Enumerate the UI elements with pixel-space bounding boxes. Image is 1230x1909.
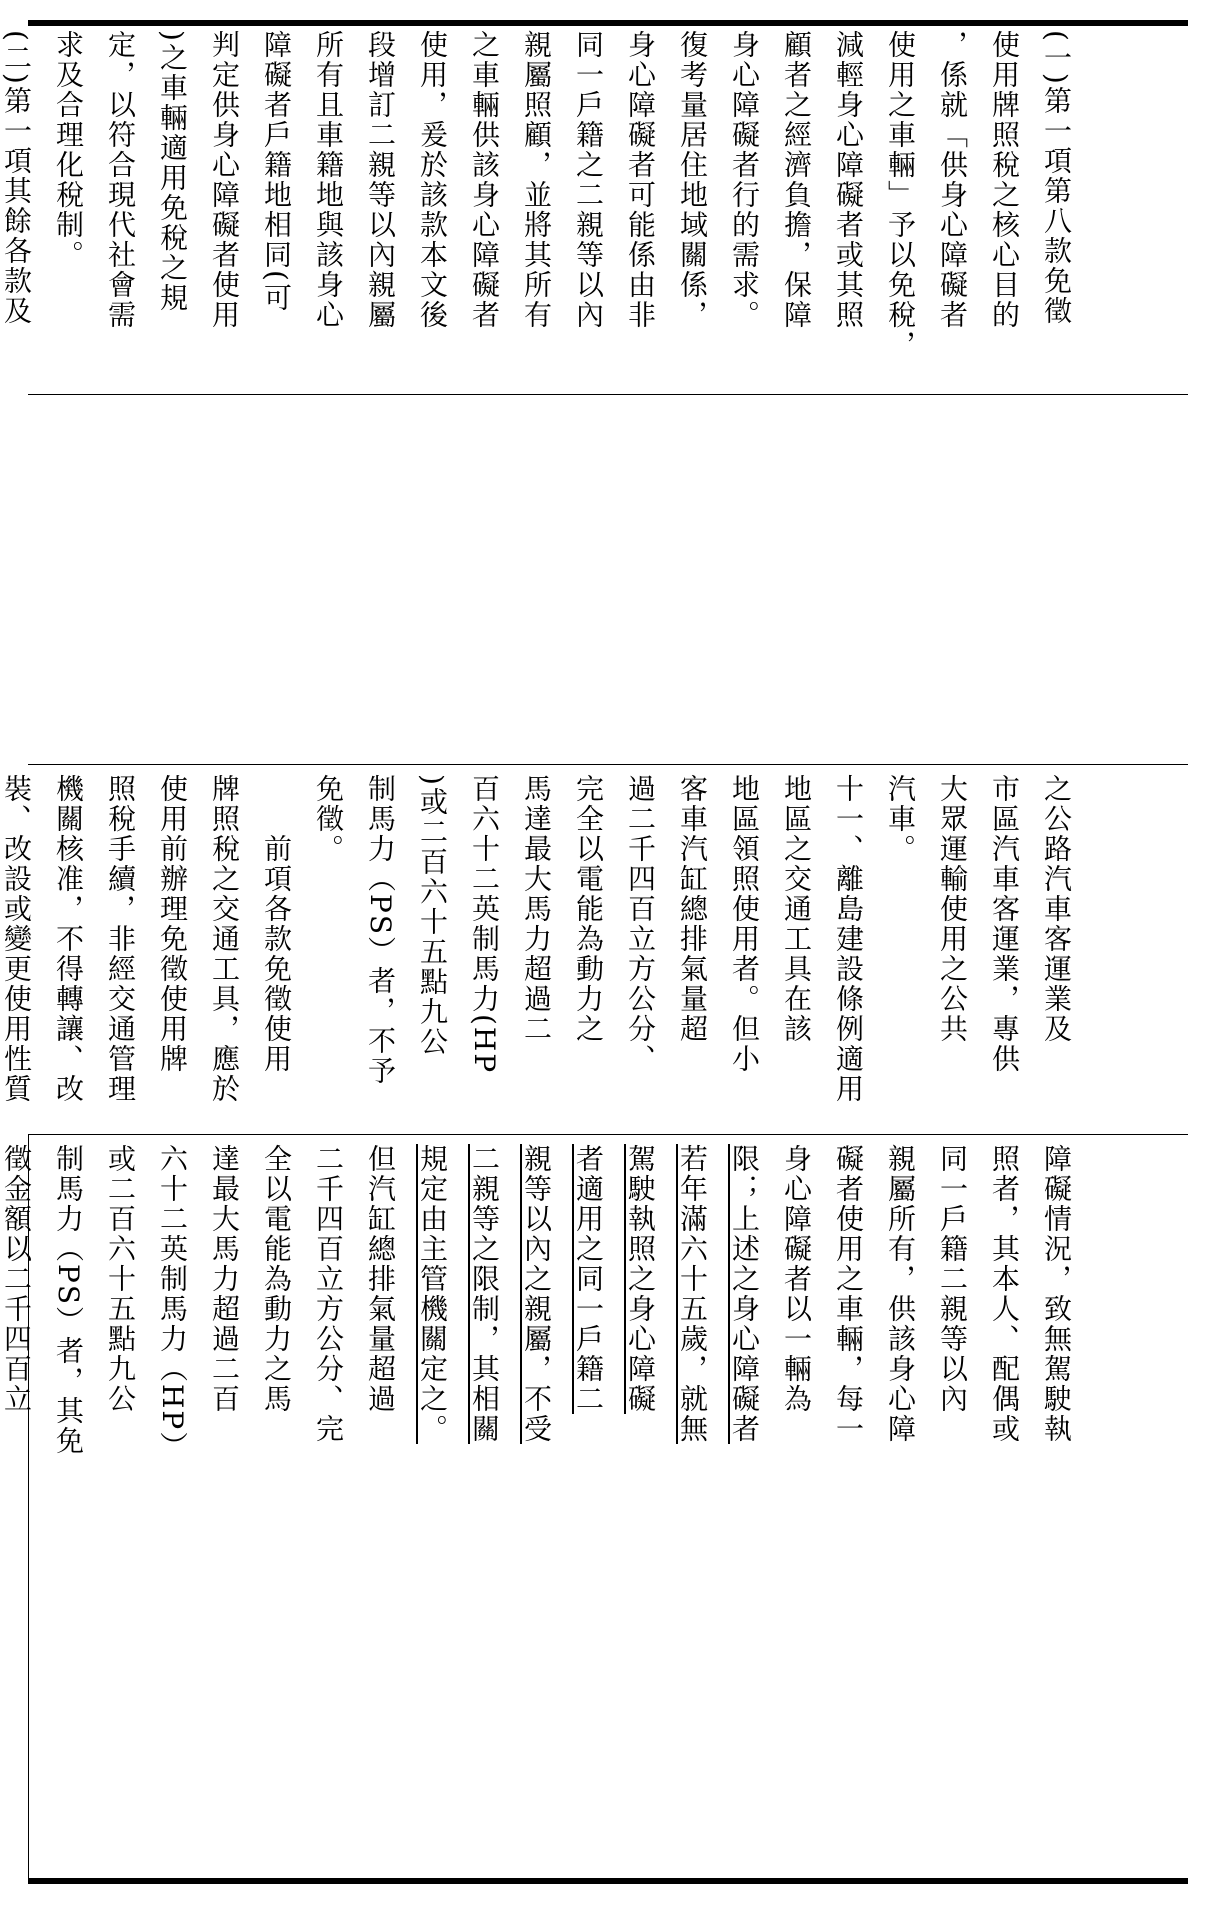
bottom-right-law-text-cell <box>0 1144 1186 1508</box>
text-line: 牌照稅之交通工具，應於 <box>208 774 241 1104</box>
text-line: 過二千四百立方公分、 <box>624 774 657 1074</box>
section-divider-middle <box>28 764 1188 765</box>
text-line: 達最大馬力超過二百 <box>208 1144 241 1414</box>
text-line: ，係就「供身心障礙者 <box>936 30 969 330</box>
text-line: 顧者之經濟負擔，保障 <box>780 30 813 330</box>
bottom-rule <box>28 1878 1188 1884</box>
text-line: 障礙者戶籍地相同(可 <box>260 30 293 313</box>
section-divider-lower <box>28 1134 1188 1135</box>
text-line: 全以電能為動力之馬 <box>260 1144 293 1414</box>
text-line: 同一戶籍之二親等以內 <box>572 30 605 330</box>
text-line: 規定由主管機關定之。 <box>416 1144 449 1444</box>
top-right-explanation-cell <box>0 30 1186 390</box>
text-line: 親等以內之親屬，不受 <box>520 1144 553 1444</box>
text-line: 復考量居住地域關係， <box>676 30 709 330</box>
text-line: 裝、改設或變更使用性質 <box>0 774 33 1104</box>
bottom-right-cell-text <box>0 1144 1082 1508</box>
text-line: 求及合理化稅制。 <box>52 30 85 270</box>
top-right-cell-text <box>0 30 1082 390</box>
text-line: 市區汽車客運業，專供 <box>988 774 1021 1074</box>
text-line: 身心障礙者可能係由非 <box>624 30 657 330</box>
text-line: 身心障礙者以一輛為 <box>780 1144 813 1414</box>
text-line: 制馬力（PS）者，不予 <box>364 774 397 1087</box>
text-line: 若年滿六十五歲，就無 <box>676 1144 709 1444</box>
top-rule <box>28 20 1188 26</box>
text-line: 之車輛供該身心障礙者 <box>468 30 501 330</box>
text-line: 使用，爰於該款本文後 <box>416 30 449 330</box>
text-line: 礙者使用之車輛，每一 <box>832 1144 865 1444</box>
text-line: 徵金額以二千四百立 <box>0 1144 33 1414</box>
text-line: 使用牌照稅之核心目的 <box>988 30 1021 330</box>
text-line: 所有且車籍地與該身心 <box>312 30 345 330</box>
text-line: 但汽缸總排氣量超過 <box>364 1144 397 1414</box>
section-divider-top <box>28 394 1188 395</box>
text-line: )之車輛適用免稅之規 <box>156 30 189 313</box>
text-line: 親屬所有，供該身心障 <box>884 1144 917 1444</box>
text-line: 前項各款免徵使用 <box>260 774 293 1074</box>
text-line: 使用之車輛」予以免稅， <box>884 30 917 360</box>
text-line: 大眾運輸使用之公共 <box>936 774 969 1044</box>
text-line: 限；上述之身心障礙者 <box>728 1144 761 1444</box>
text-line: 之公路汽車客運業及 <box>1040 774 1073 1044</box>
text-line: (二)第一項其餘各款及 <box>0 30 33 326</box>
text-line: 障礙情況，致無駕駛執 <box>1040 1144 1073 1444</box>
lower-middle-law-text-cell <box>0 774 1186 1130</box>
text-line: 百六十二英制馬力(HP <box>468 774 501 1075</box>
text-line: 駕駛執照之身心障礙 <box>624 1144 657 1414</box>
text-line: 免徵。 <box>312 774 345 864</box>
text-line: 照稅手續，非經交通管理 <box>104 774 137 1104</box>
text-line: 定，以符合現代社會需 <box>104 30 137 330</box>
text-line: 同一戶籍二親等以內 <box>936 1144 969 1414</box>
text-line: 段增訂二親等以內親屬 <box>364 30 397 330</box>
text-line: 十一、離島建設條例適用 <box>832 774 865 1104</box>
text-line: 完全以電能為動力之 <box>572 774 605 1044</box>
lower-middle-cell-text <box>0 774 1082 1130</box>
text-line: 二親等之限制，其相關 <box>468 1144 501 1444</box>
text-line: 減輕身心障礙者或其照 <box>832 30 865 330</box>
text-line: 二千四百立方公分、完 <box>312 1144 345 1444</box>
text-line: 六十二英制馬力（HP） <box>156 1144 189 1462</box>
text-line: 汽車。 <box>884 774 917 864</box>
text-line: 機關核准，不得轉讓、改 <box>52 774 85 1104</box>
text-line: 照者，其本人、配偶或 <box>988 1144 1021 1444</box>
text-line: 制馬力（PS）者，其免 <box>52 1144 85 1457</box>
text-line: 判定供身心障礙者使用 <box>208 30 241 330</box>
text-line: 馬達最大馬力超過二 <box>520 774 553 1044</box>
text-line: 使用前辦理免徵使用牌 <box>156 774 189 1074</box>
text-line: 地區領照使用者。但小 <box>728 774 761 1074</box>
text-line: 或二百六十五點九公 <box>104 1144 137 1414</box>
text-line: 地區之交通工具在該 <box>780 774 813 1044</box>
text-line: 身心障礙者行的需求。 <box>728 30 761 330</box>
text-line: 客車汽缸總排氣量超 <box>676 774 709 1044</box>
text-line: )或二百六十五點九公 <box>416 774 449 1057</box>
text-line: 者適用之同一戶籍二 <box>572 1144 605 1414</box>
text-line: (一)第一項第八款免徵 <box>1040 30 1073 326</box>
text-line: 親屬照顧，並將其所有 <box>520 30 553 330</box>
